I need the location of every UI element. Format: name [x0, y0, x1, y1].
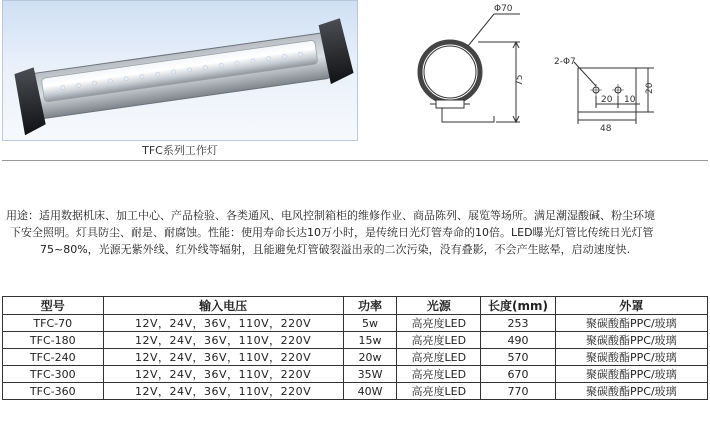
header-light-source: 光源: [397, 297, 481, 315]
cell-power: 20w: [343, 349, 397, 366]
spec-table: [2, 296, 708, 400]
hole-spacing-label: 20: [601, 95, 613, 105]
edge-offset-label: 10: [624, 95, 636, 105]
table-row: [3, 366, 708, 383]
cell-length: 490: [481, 332, 556, 349]
height-label: 75: [515, 74, 525, 86]
holes-label: 2-Φ7: [554, 57, 576, 67]
cell-model: TFC-360: [3, 383, 104, 400]
product-caption: TFC系列工作灯: [2, 142, 358, 161]
header-voltage: 输入电压: [103, 297, 343, 315]
cell-voltage: 12V，24V，36V，110V，220V: [103, 315, 343, 332]
header-shade: 外罩: [555, 297, 707, 315]
cell-model: TFC-180: [3, 332, 104, 349]
cell-light-source: 高亮度LED: [397, 366, 481, 383]
header-power: 功率: [343, 297, 397, 315]
cell-power: 15w: [343, 332, 397, 349]
cell-shade: 聚碳酸酯PPC/玻璃: [555, 332, 707, 349]
cell-light-source: 高亮度LED: [397, 349, 481, 366]
cell-length: 770: [481, 383, 556, 400]
cell-shade: 聚碳酸酯PPC/玻璃: [555, 366, 707, 383]
usage-description: [6, 207, 706, 258]
table-row: [3, 349, 708, 366]
table-row: [3, 332, 708, 349]
table-row: [3, 315, 708, 332]
cell-power: 35W: [343, 366, 397, 383]
cell-length: 670: [481, 366, 556, 383]
dimension-drawing: [370, 0, 710, 150]
header-length: 长度(mm): [481, 297, 556, 315]
cell-voltage: 12V，24V，36V，110V，220V: [103, 349, 343, 366]
product-photo: [2, 0, 358, 141]
usage-line-2: 下安全照明。灯具防尘、耐是、耐腐蚀。性能：使用寿命长达10万小时，是传统日光灯管寿命的10倍。LED曝光灯管比传统日光灯管: [10, 226, 654, 239]
cell-light-source: 高亮度LED: [397, 332, 481, 349]
cell-model: TFC-70: [3, 315, 104, 332]
cell-length: 570: [481, 349, 556, 366]
table-header-row: [3, 297, 708, 315]
plate-height-label: 20: [645, 82, 655, 94]
header-model: 型号: [3, 297, 104, 315]
cell-voltage: 12V，24V，36V，110V，220V: [103, 383, 343, 400]
cell-model: TFC-300: [3, 366, 104, 383]
usage-line-3: 75~80%，光源无紫外线、红外线等辐射，且能避免灯管破裂溢出汞的二次污染，没有叠影，不会产生眩晕，启动速度快.: [40, 243, 631, 256]
section-divider: [2, 160, 708, 161]
cell-voltage: 12V，24V，36V，110V，220V: [103, 366, 343, 383]
cell-model: TFC-240: [3, 349, 104, 366]
cell-power: 40W: [343, 383, 397, 400]
cell-shade: 聚碳酸酯PPC/玻璃: [555, 383, 707, 400]
work-lamp-image: [3, 1, 358, 141]
cell-light-source: 高亮度LED: [397, 315, 481, 332]
cell-shade: 聚碳酸酯PPC/玻璃: [555, 315, 707, 332]
cell-light-source: 高亮度LED: [397, 383, 481, 400]
plate-width-label: 48: [600, 124, 612, 134]
cell-voltage: 12V，24V，36V，110V，220V: [103, 332, 343, 349]
cell-shade: 聚碳酸酯PPC/玻璃: [555, 349, 707, 366]
table-row: [3, 383, 708, 400]
cell-power: 5w: [343, 315, 397, 332]
ring-diameter-label: Φ70: [494, 4, 513, 14]
cell-length: 253: [481, 315, 556, 332]
usage-line-1: 用途：适用数据机床、加工中心、产品检验、各类通风、电风控制箱柜的维修作业、商品陈列、展览等场所。满足潮湿酸碱、粉尘环境: [6, 209, 655, 222]
